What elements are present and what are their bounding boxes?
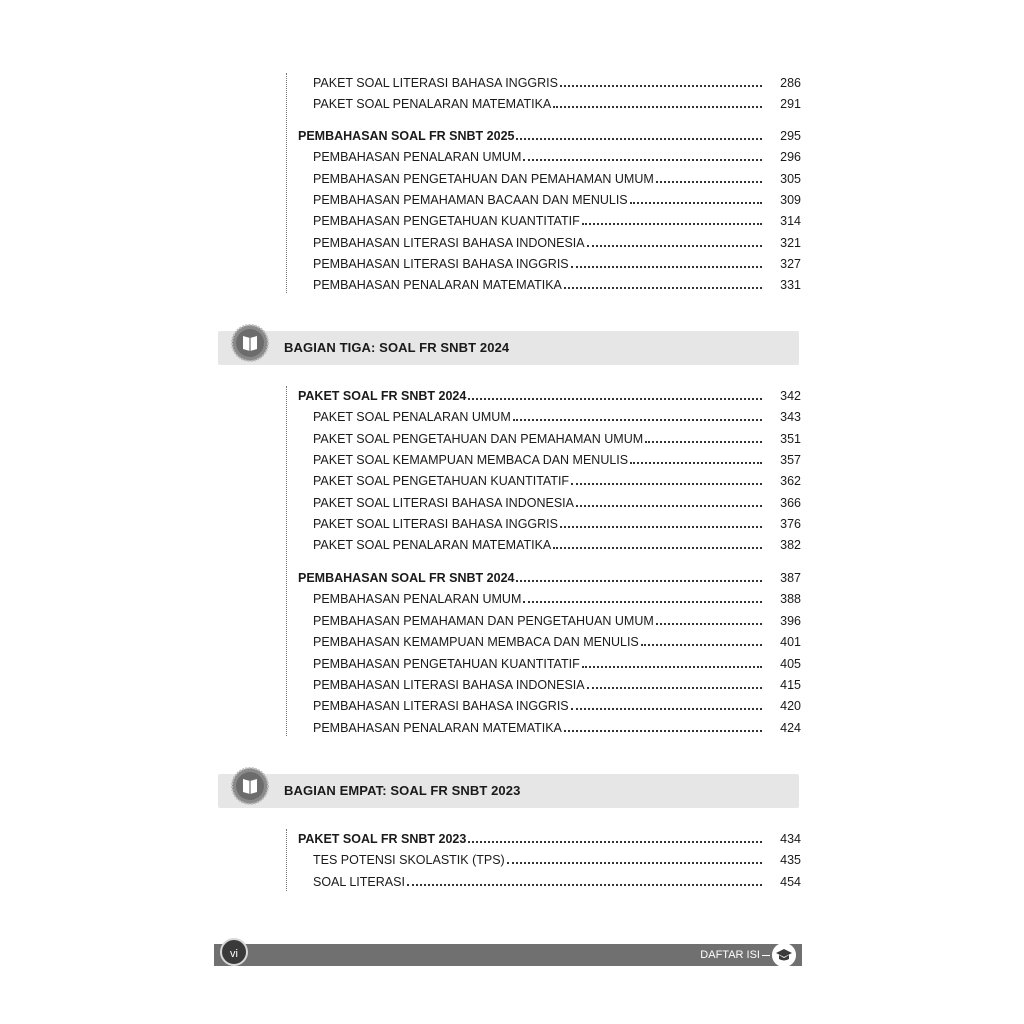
toc-dot-leader (468, 841, 762, 843)
part-banner-title: BAGIAN TIGA: SOAL FR SNBT 2024 (284, 340, 510, 355)
toc-heading-row (287, 568, 801, 588)
footer-title: DAFTAR ISI (700, 949, 760, 961)
toc-entry-row (287, 514, 801, 534)
toc-heading-row (287, 386, 801, 406)
toc-entry-label: PEMBAHASAN PENALARAN MATEMATIKA (313, 278, 562, 292)
toc-entry-label: PEMBAHASAN PENGETAHUAN KUANTITATIF (313, 657, 580, 671)
toc-entry-row (287, 589, 801, 609)
toc-section-2023 (286, 829, 807, 891)
toc-dot-leader (560, 85, 762, 87)
toc-dot-leader (630, 202, 762, 204)
toc-entry-label: SOAL LITERASI (313, 875, 405, 889)
toc-dot-leader (656, 181, 762, 183)
toc-entry-label: PEMBAHASAN PENALARAN UMUM (313, 150, 522, 164)
toc-dot-leader (571, 266, 762, 268)
toc-entry-row (287, 675, 801, 695)
toc-entry-row (287, 429, 801, 449)
toc-entry-row (287, 654, 801, 674)
toc-dot-leader (523, 601, 762, 603)
toc-page-number: 291 (780, 97, 801, 111)
toc-entry-label: PEMBAHASAN PENGETAHUAN DAN PEMAHAMAN UMUM (313, 172, 654, 186)
toc-entry-row (287, 211, 801, 231)
toc-page-number: 295 (780, 129, 801, 143)
toc-page-number: 376 (780, 517, 801, 531)
toc-entry-label: PEMBAHASAN PENALARAN UMUM (313, 592, 522, 606)
toc-entry-row (287, 73, 801, 93)
part-banner-bagian-tiga (218, 331, 799, 365)
toc-dot-leader (582, 223, 762, 225)
toc-page-number: 387 (780, 571, 801, 585)
toc-entry-label: PEMBAHASAN SOAL FR SNBT 2024 (298, 571, 515, 585)
toc-entry-label: PAKET SOAL PENGETAHUAN DAN PEMAHAMAN UMUM (313, 432, 644, 446)
toc-page-number: 366 (780, 496, 801, 510)
toc-page-number: 314 (780, 214, 801, 228)
toc-dot-leader (630, 462, 762, 464)
toc-entry-label: PAKET SOAL LITERASI BAHASA INGGRIS (313, 76, 558, 90)
book-emblem-icon (230, 766, 270, 806)
toc-section-2024 (286, 386, 807, 736)
toc-page-number: 343 (780, 410, 801, 424)
toc-dot-leader (587, 687, 762, 689)
toc-entry-label: PEMBAHASAN LITERASI BAHASA INDONESIA (313, 236, 585, 250)
toc-dot-leader (560, 526, 762, 528)
toc-dot-leader (656, 623, 762, 625)
toc-dot-leader (645, 441, 762, 443)
toc-dot-leader (576, 505, 762, 507)
footer-divider (762, 955, 770, 956)
toc-entry-label: PEMBAHASAN PENGETAHUAN KUANTITATIF (313, 214, 580, 228)
toc-page-number: 286 (780, 76, 801, 90)
toc-page-number: 327 (780, 257, 801, 271)
toc-page-number: 401 (780, 635, 801, 649)
part-banner-title: BAGIAN EMPAT: SOAL FR SNBT 2023 (284, 783, 521, 798)
toc-page-number: 435 (780, 853, 801, 867)
toc-dot-leader (513, 419, 762, 421)
toc-page-number: 296 (780, 150, 801, 164)
toc-dot-leader (507, 862, 762, 864)
toc-heading-row (287, 829, 801, 849)
toc-dot-leader (468, 398, 762, 400)
toc-entry-row (287, 169, 801, 189)
toc-entry-row (287, 147, 801, 167)
toc-page-number: 405 (780, 657, 801, 671)
toc-page-number: 415 (780, 678, 801, 692)
toc-entry-label: PEMBAHASAN PEMAHAMAN BACAAN DAN MENULIS (313, 193, 628, 207)
toc-entry-label: PAKET SOAL PENALARAN MATEMATIKA (313, 97, 552, 111)
toc-entry-label: PEMBAHASAN KEMAMPUAN MEMBACA DAN MENULIS (313, 635, 639, 649)
toc-dot-leader (571, 708, 762, 710)
toc-entry-label: PAKET SOAL LITERASI BAHASA INGGRIS (313, 517, 558, 531)
toc-section-2025 (286, 73, 807, 293)
toc-entry-label: PAKET SOAL PENALARAN UMUM (313, 410, 511, 424)
toc-entry-row (287, 872, 801, 892)
toc-entry-row (287, 233, 801, 253)
toc-page-number: 309 (780, 193, 801, 207)
toc-page-number: 362 (780, 474, 801, 488)
toc-page-number: 420 (780, 699, 801, 713)
toc-dot-leader (571, 483, 762, 485)
toc-entry-row (287, 450, 801, 470)
toc-page-number: 351 (780, 432, 801, 446)
toc-page-number: 424 (780, 721, 801, 735)
toc-entry-label: PEMBAHASAN LITERASI BAHASA INGGRIS (313, 699, 569, 713)
toc-entry-label: PEMBAHASAN LITERASI BAHASA INGGRIS (313, 257, 569, 271)
toc-page-number: 382 (780, 538, 801, 552)
toc-dot-leader (641, 644, 762, 646)
toc-entry-row (287, 718, 801, 738)
page-footer (214, 944, 802, 966)
toc-entry-row (287, 275, 801, 295)
toc-page-number: 454 (780, 875, 801, 889)
toc-entry-row (287, 254, 801, 274)
toc-dot-leader (564, 730, 762, 732)
toc-page-number: 434 (780, 832, 801, 846)
toc-page-number: 342 (780, 389, 801, 403)
toc-entry-row (287, 471, 801, 491)
toc-heading-row (287, 126, 801, 146)
toc-entry-row (287, 94, 801, 114)
toc-entry-label: PAKET SOAL PENALARAN MATEMATIKA (313, 538, 552, 552)
toc-entry-row (287, 535, 801, 555)
toc-entry-label: PAKET SOAL FR SNBT 2023 (298, 832, 467, 846)
toc-entry-row (287, 632, 801, 652)
book-emblem-icon (230, 323, 270, 363)
toc-page-number: 396 (780, 614, 801, 628)
toc-entry-label: PAKET SOAL LITERASI BAHASA INDONESIA (313, 496, 574, 510)
toc-entry-row (287, 696, 801, 716)
toc-dot-leader (553, 106, 762, 108)
toc-entry-row (287, 190, 801, 210)
toc-entry-label: PAKET SOAL PENGETAHUAN KUANTITATIF (313, 474, 570, 488)
toc-entry-label: PEMBAHASAN PEMAHAMAN DAN PENGETAHUAN UMUM (313, 614, 654, 628)
toc-entry-label: PAKET SOAL KEMAMPUAN MEMBACA DAN MENULIS (313, 453, 629, 467)
toc-dot-leader (553, 547, 762, 549)
toc-entry-label: TES POTENSI SKOLASTIK (TPS) (313, 853, 505, 867)
toc-page-number: 388 (780, 592, 801, 606)
toc-page-number: 357 (780, 453, 801, 467)
toc-entry-label: PEMBAHASAN SOAL FR SNBT 2025 (298, 129, 515, 143)
toc-entry-row (287, 850, 801, 870)
toc-page-number: 331 (780, 278, 801, 292)
toc-entry-row (287, 407, 801, 427)
toc-dot-leader (516, 138, 762, 140)
toc-dot-leader (523, 159, 762, 161)
part-banner-bagian-empat (218, 774, 799, 808)
toc-entry-label: PEMBAHASAN PENALARAN MATEMATIKA (313, 721, 562, 735)
toc-dot-leader (587, 245, 762, 247)
toc-page-number: 305 (780, 172, 801, 186)
graduation-cap-icon (772, 943, 796, 967)
toc-entry-label: PAKET SOAL FR SNBT 2024 (298, 389, 467, 403)
toc-page-number: 321 (780, 236, 801, 250)
toc-dot-leader (564, 287, 762, 289)
toc-entry-label: PEMBAHASAN LITERASI BAHASA INDONESIA (313, 678, 585, 692)
toc-dot-leader (582, 666, 762, 668)
page-number: vi (220, 938, 248, 966)
toc-dot-leader (407, 884, 762, 886)
toc-entry-row (287, 611, 801, 631)
toc-entry-row (287, 493, 801, 513)
toc-dot-leader (516, 580, 762, 582)
